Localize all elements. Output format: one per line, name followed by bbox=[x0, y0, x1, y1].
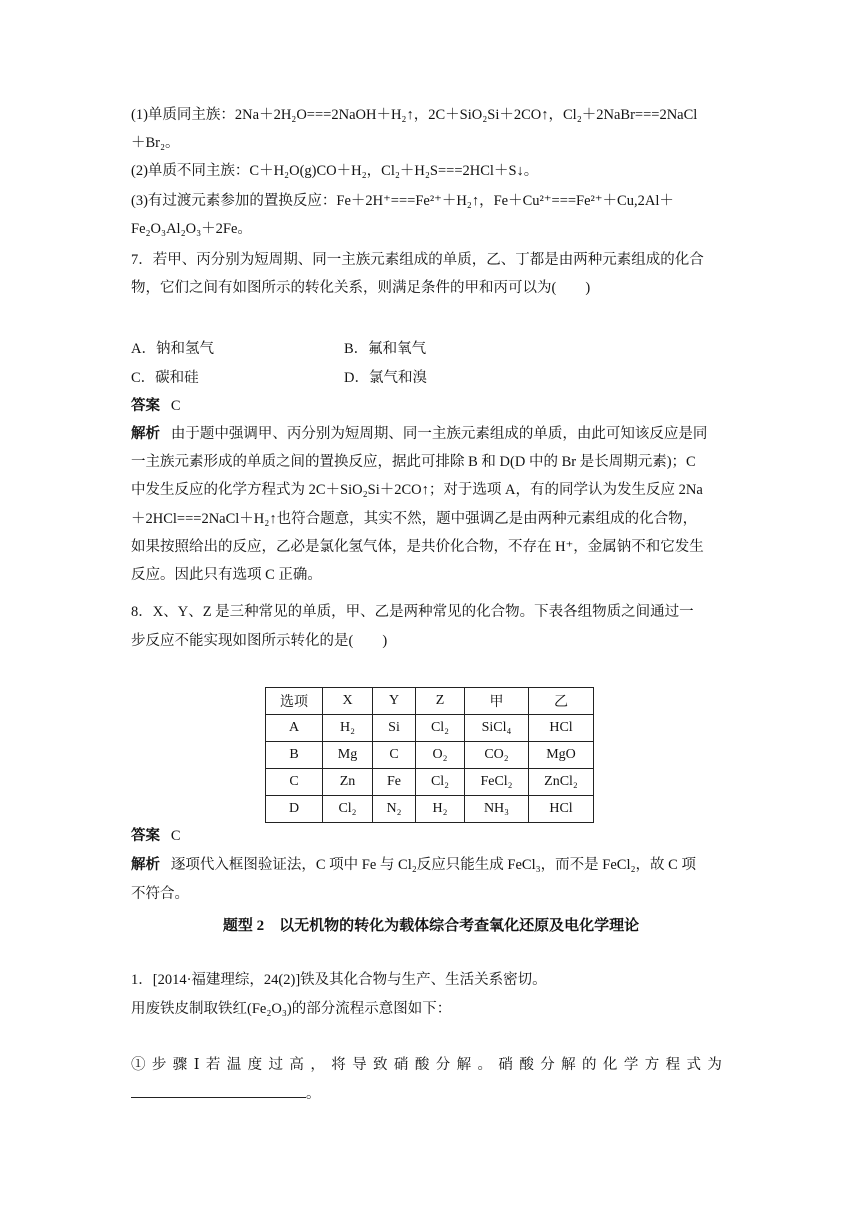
table-cell: ZnCl₂ bbox=[529, 769, 594, 796]
table-cell: CO₂ bbox=[465, 742, 529, 769]
table-cell: Zn bbox=[323, 769, 373, 796]
text-line: ＋Br₂。 bbox=[131, 135, 180, 151]
q8-options-table bbox=[265, 687, 594, 823]
table-cell: Cl₂ bbox=[416, 715, 465, 742]
text-line: (1)单质同主族：2Na＋2H₂O===2NaOH＋H₂↑，2C＋SiO₂Si＋2CO↑，Cl₂＋2NaBr===2NaCl bbox=[131, 107, 698, 123]
section-title: 题型 2 以无机物的转化为载体综合考查氧化还原及电化学理论 bbox=[222, 918, 640, 934]
table-row bbox=[266, 715, 594, 742]
q8-answer bbox=[131, 826, 181, 846]
answer-label: 答案 bbox=[131, 828, 160, 844]
table-cell: Cl₂ bbox=[323, 796, 373, 823]
analysis-text: 逐项代入框图验证法，C 项中 Fe 与 Cl₂反应只能生成 FeCl₃，而不是 FeCl₂，故 C 项 bbox=[170, 857, 696, 873]
text-line: (3)有过渡元素参加的置换反应：Fe＋2H⁺===Fe²⁺＋H₂↑，Fe＋Cu²⁺===Fe²⁺＋Cu,2Al＋ bbox=[131, 193, 674, 209]
table-cell: MgO bbox=[529, 742, 594, 769]
table-cell: H₂ bbox=[416, 796, 465, 823]
q7-option-d: D．氯气和溴 bbox=[344, 370, 427, 386]
question-8-line: 步反应不能实现如图所示转化的是( ) bbox=[131, 633, 388, 649]
text-line: (2)单质不同主族：C＋H₂O(g)CO＋H₂，Cl₂＋H₂S===2HCl＋S↓。 bbox=[131, 163, 539, 179]
table-cell: Fe bbox=[373, 769, 416, 796]
q8-analysis-line: 不符合。 bbox=[131, 886, 189, 902]
table-cell: HCl bbox=[529, 715, 594, 742]
table-cell: B bbox=[266, 742, 323, 769]
analysis-label: 解析 bbox=[131, 426, 160, 442]
question-1-line: 1．[2014·福建理综，24(2)]铁及其化合物与生产、生活关系密切。 bbox=[131, 972, 547, 988]
text-line: Fe₂O₃Al₂O₃＋2Fe。 bbox=[131, 221, 252, 237]
table-cell: HCl bbox=[529, 796, 594, 823]
q7-option-c: C．碳和硅 bbox=[131, 370, 199, 386]
table-cell: D bbox=[266, 796, 323, 823]
answer-label: 答案 bbox=[131, 398, 160, 414]
q7-answer bbox=[131, 396, 181, 416]
table-cell: H₂ bbox=[323, 715, 373, 742]
sentence-end: 。 bbox=[306, 1086, 321, 1102]
table-row bbox=[266, 742, 594, 769]
q7-analysis-line bbox=[131, 424, 707, 444]
table-cell: C bbox=[373, 742, 416, 769]
answer-blank-line bbox=[131, 1084, 321, 1104]
table-header-cell: Z bbox=[416, 688, 465, 715]
q7-option-b: B．氟和氧气 bbox=[344, 341, 427, 357]
q7-analysis-line: 一主族元素形成的单质之间的置换反应，据此可排除 B 和 D(D 中的 Br 是长周期元素)；C bbox=[131, 454, 696, 470]
question-7-line: 7．若甲、丙分别为短周期、同一主族元素组成的单质，乙、丁都是由两种元素组成的化合 bbox=[131, 252, 704, 268]
table-row bbox=[266, 769, 594, 796]
table-cell: NH₃ bbox=[465, 796, 529, 823]
table-cell: Mg bbox=[323, 742, 373, 769]
table-cell: N₂ bbox=[373, 796, 416, 823]
q7-analysis-line: 如果按照给出的反应，乙必是氯化氢气体，是共价化合物，不存在 H⁺，金属钠不和它发生 bbox=[131, 539, 704, 555]
table-row bbox=[266, 796, 594, 823]
q7-analysis-line: 中发生反应的化学方程式为 2C＋SiO₂Si＋2CO↑；对于选项 A，有的同学认为发生反应 2Na bbox=[131, 482, 703, 498]
table-header-cell: 甲 bbox=[465, 688, 529, 715]
table-header-row bbox=[266, 688, 594, 715]
table-cell: Cl₂ bbox=[416, 769, 465, 796]
table-cell: C bbox=[266, 769, 323, 796]
q7-option-a: A．钠和氢气 bbox=[131, 341, 214, 357]
table-cell: A bbox=[266, 715, 323, 742]
question-7-line: 物，它们之间有如图所示的转化关系，则满足条件的甲和丙可以为( ) bbox=[131, 280, 591, 296]
answer-blank[interactable] bbox=[131, 1085, 306, 1098]
table-header-cell: Y bbox=[373, 688, 416, 715]
table-cell: FeCl₂ bbox=[465, 769, 529, 796]
analysis-label: 解析 bbox=[131, 857, 160, 873]
table-cell: Si bbox=[373, 715, 416, 742]
answer-value: C bbox=[170, 828, 181, 844]
q8-analysis-line bbox=[131, 855, 696, 875]
table-cell: SiCl₄ bbox=[465, 715, 529, 742]
question-8-line: 8．X、Y、Z 是三种常见的单质，甲、乙是两种常见的化合物。下表各组物质之间通过一 bbox=[131, 604, 694, 620]
table-header-cell: 选项 bbox=[266, 688, 323, 715]
q7-analysis-line: 反应。因此只有选项 C 正确。 bbox=[131, 567, 322, 583]
table-cell: O₂ bbox=[416, 742, 465, 769]
answer-value: C bbox=[170, 398, 181, 414]
question-1-line: ①步骤Ⅰ若温度过高，将导致硝酸分解。硝酸分解的化学方程式为 bbox=[131, 1057, 729, 1073]
question-1-line: 用废铁皮制取铁红(Fe₂O₃)的部分流程示意图如下： bbox=[131, 1001, 452, 1017]
analysis-text: 由于题中强调甲、丙分别为短周期、同一主族元素组成的单质，由此可知该反应是同 bbox=[170, 426, 708, 442]
table-header-cell: 乙 bbox=[529, 688, 594, 715]
q7-analysis-line: ＋2HCl===2NaCl＋H₂↑也符合题意，其实不然，题中强调乙是由两种元素组成的化合物， bbox=[131, 511, 698, 527]
table-header-cell: X bbox=[323, 688, 373, 715]
